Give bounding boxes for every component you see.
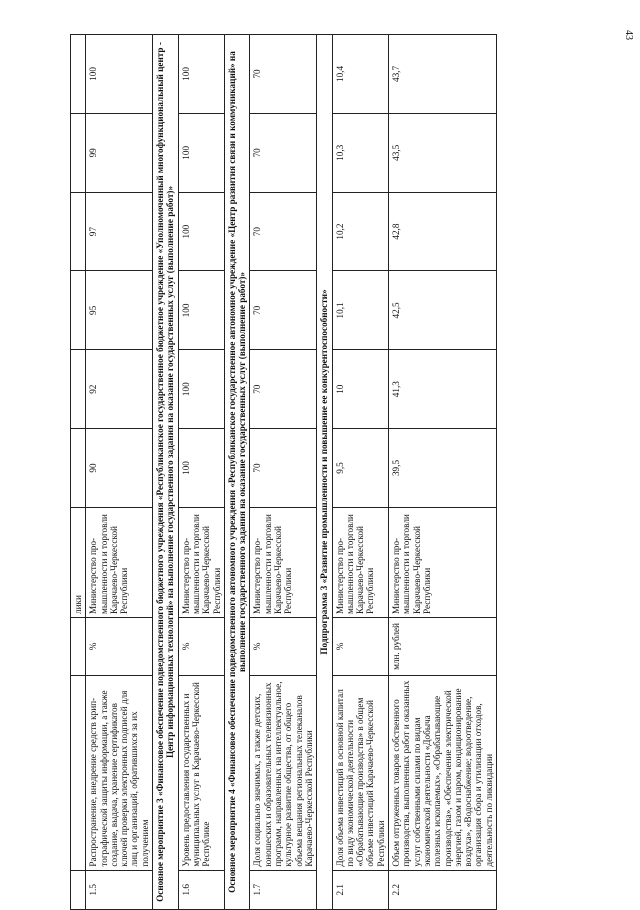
- value-cell: [71, 271, 86, 350]
- value-cell: 9,5: [332, 429, 388, 508]
- row-number: 2.1: [332, 870, 388, 909]
- value-cell: 10,1: [332, 271, 388, 350]
- table-row: [86, 35, 153, 910]
- value-cell: 92: [86, 350, 153, 429]
- executor-cell: Министерство промышленности и торговли Карачаево-Черкесской Республики: [178, 507, 224, 617]
- value-cell: 99: [86, 113, 153, 192]
- section-header-row: [153, 35, 179, 910]
- table-row: [250, 35, 317, 910]
- value-cell: [71, 350, 86, 429]
- indicator-name: Доля объема инвестиций в основной капитал по виду экономической деятельности «Обрабатывающие производства» в общем объеме инвестиций Карачаево-Черкесской Республики: [332, 675, 388, 870]
- value-cell: 43,7: [389, 35, 497, 114]
- value-cell: 39,5: [389, 429, 497, 508]
- value-cell: 70: [250, 113, 317, 192]
- row-number: 1.5: [86, 870, 153, 909]
- value-cell: 100: [86, 35, 153, 114]
- page-number: 43: [623, 30, 634, 40]
- indicator-name: [71, 675, 86, 870]
- table-row: [389, 35, 497, 910]
- rotated-page: [70, 34, 604, 910]
- value-cell: 70: [250, 350, 317, 429]
- value-cell: 100: [178, 113, 224, 192]
- section-header-row: [224, 35, 250, 910]
- value-cell: 41,3: [389, 350, 497, 429]
- value-cell: [71, 192, 86, 271]
- row-number: 1.7: [250, 870, 317, 909]
- unit-cell: млн. рублей: [389, 617, 497, 675]
- unit-cell: %: [250, 617, 317, 675]
- table-row: [332, 35, 388, 910]
- executor-cell: лики: [71, 507, 86, 617]
- value-cell: 100: [178, 192, 224, 271]
- unit-cell: [71, 617, 86, 675]
- value-cell: 42,8: [389, 192, 497, 271]
- indicator-name: Объем отгруженных товаров собственного производства, выполненных работ и оказанных услуг собственными силами по видам экономической деятельности «Добыча полезных ископаемых», «Обрабатывающие производства», «Обеспечение электрической энергией, газом и паром, кондиционирование воздуха», «Водоснабжение; водоотведение, организация сбора и утилизации отходов, деятельность по ликвидации: [389, 675, 497, 870]
- value-cell: 95: [86, 271, 153, 350]
- unit-cell: %: [86, 617, 153, 675]
- value-cell: [71, 113, 86, 192]
- value-cell: 10,4: [332, 35, 388, 114]
- section-header-text: Основное мероприятие 4 «Финансовое обеспечение подведомственного автономного учреждения «Республиканское государственное автономное учреждение «Центр развития связи и коммуникаций» на выполнение государственного задания на оказание государственных услуг (выполнение работ)»: [224, 35, 250, 910]
- section-header-row: [317, 35, 332, 910]
- row-number: 2.2: [389, 870, 497, 909]
- executor-cell: Министерство промышленности и торговли Карачаево-Черкесской Республики: [250, 507, 317, 617]
- value-cell: 100: [178, 271, 224, 350]
- executor-cell: Министерство промышленности и торговли Карачаево-Черкесской Республики: [389, 507, 497, 617]
- value-cell: 97: [86, 192, 153, 271]
- value-cell: 10,2: [332, 192, 388, 271]
- indicator-name: Доля социально значимых, а также детских, юношеских и образовательных телевизионных программ, направленных на интеллектуальное, культурное развитие общества, от общего объема вещания региональных телеканалов Карачаево-Черкесской Республики: [250, 675, 317, 870]
- value-cell: 10: [332, 350, 388, 429]
- value-cell: 100: [178, 35, 224, 114]
- indicator-name: Распространение, внедрение средств криптографической защиты информации, а также создание, выдача, хранение сертификатов ключей проверки электронных подписей для лиц и организаций, обратившихся за их получением: [86, 675, 153, 870]
- unit-cell: %: [178, 617, 224, 675]
- row-number: [71, 870, 86, 909]
- value-cell: 70: [250, 192, 317, 271]
- table-row: [71, 35, 86, 910]
- table-frame: [70, 34, 604, 910]
- value-cell: [71, 35, 86, 114]
- value-cell: 100: [178, 350, 224, 429]
- value-cell: 10,3: [332, 113, 388, 192]
- executor-cell: Министерство промышленности и торговли Карачаево-Черкесской Республики: [332, 507, 388, 617]
- section-header-text: Основное мероприятие 3 «Финансовое обеспечение подведомственного бюджетного учреждения «Республиканское государственное бюджетное учреждение «Уполномоченный многофункциональный центр - Центр информационных технологий» на выполнение государственного задания на оказание государственных услуг (выполнение работ)»: [153, 35, 179, 910]
- value-cell: 100: [178, 429, 224, 508]
- indicators-table: [70, 34, 497, 910]
- value-cell: 70: [250, 429, 317, 508]
- row-number: 1.6: [178, 870, 224, 909]
- value-cell: [71, 429, 86, 508]
- indicator-name: Уровень предоставления государственных и муниципальных услуг в Карачаево-Черкесской Республике: [178, 675, 224, 870]
- section-header-text: Подпрограмма 3 «Развитие промышленности и повышение ее конкурентоспособности»: [317, 35, 332, 910]
- table-row: [178, 35, 224, 910]
- value-cell: 43,5: [389, 113, 497, 192]
- executor-cell: Министерство промышленности и торговли Карачаево-Черкесской Республики: [86, 507, 153, 617]
- value-cell: 90: [86, 429, 153, 508]
- unit-cell: %: [332, 617, 388, 675]
- value-cell: 70: [250, 35, 317, 114]
- value-cell: 70: [250, 271, 317, 350]
- value-cell: 42,5: [389, 271, 497, 350]
